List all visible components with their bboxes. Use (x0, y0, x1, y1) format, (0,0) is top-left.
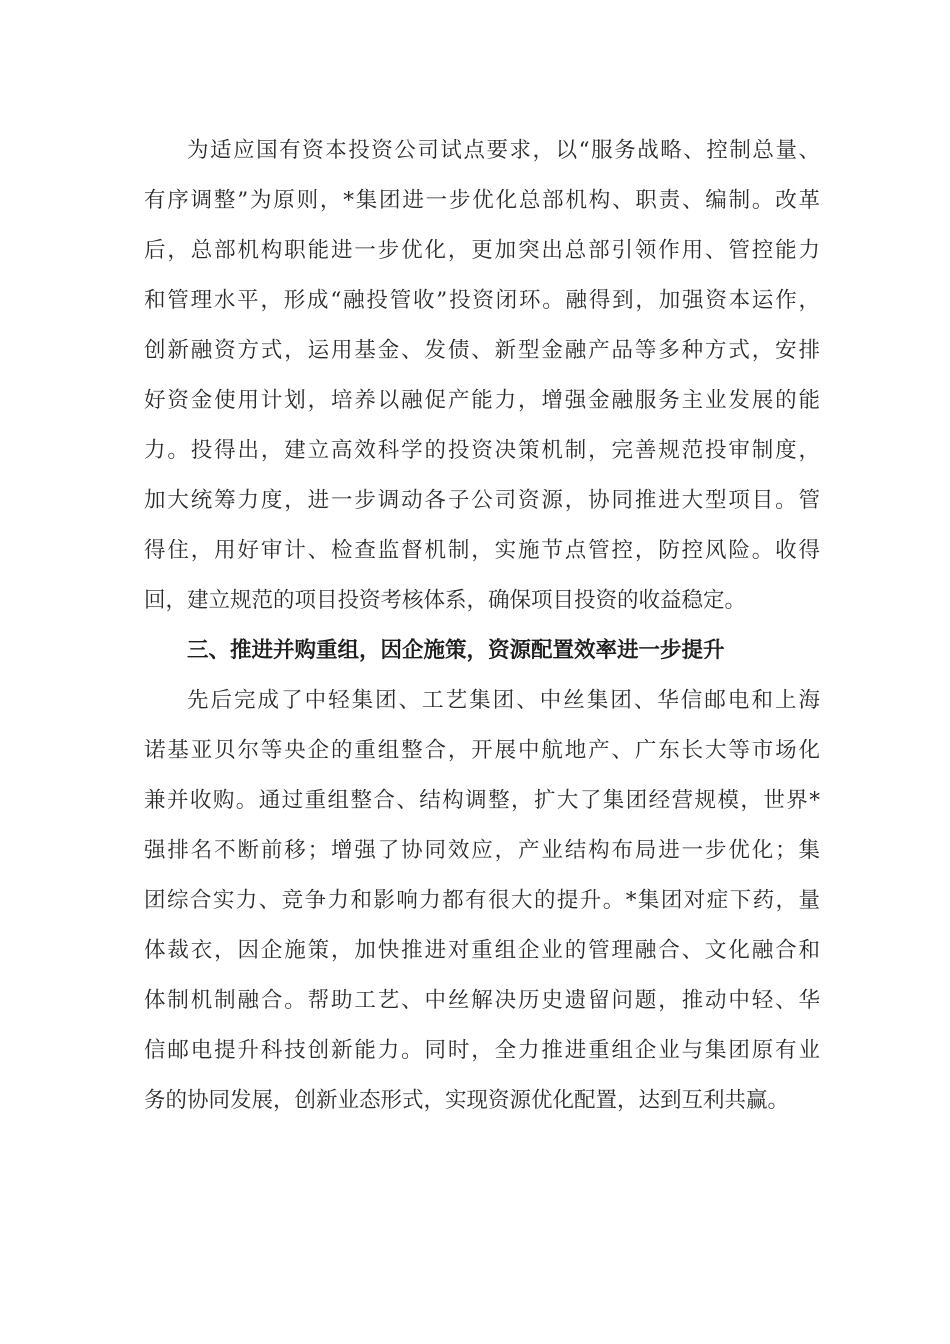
paragraph-line: 回，建立规范的项目投资考核体系，确保项目投资的收益稳定。 (144, 588, 747, 613)
paragraph-line: 先后完成了中轻集团、工艺集团、中丝集团、华信邮电和上海 (187, 688, 820, 713)
paragraph-line: 和管理水平，形成“融投管收”投资闭环。融得到，加强资本运作， (144, 288, 820, 313)
paragraph-line: 体裁衣，因企施策，加快推进对重组企业的管理融合、文化融合和 (144, 938, 820, 963)
paragraph-line: 诺基亚贝尔等央企的重组整合，开展中航地产、广东长大等市场化 (144, 738, 820, 763)
paragraph-line: 信邮电提升科技创新能力。同时，全力推进重组企业与集团原有业 (144, 1038, 820, 1063)
paragraph-line: 兼并收购。通过重组整合、结构调整，扩大了集团经营规模，世界* (144, 788, 820, 813)
paragraph-line: 加大统筹力度，进一步调动各子公司资源，协同推进大型项目。管 (144, 488, 820, 513)
paragraph-line: 团综合实力、竞争力和影响力都有很大的提升。*集团对症下药，量 (144, 888, 820, 913)
paragraph-line: 好资金使用计划，培养以融促产能力，增强金融服务主业发展的能 (144, 388, 820, 413)
paragraph-line: 体制机制融合。帮助工艺、中丝解决历史遗留问题，推动中轻、华 (144, 988, 820, 1013)
paragraph-investment-loop (144, 126, 820, 626)
paragraph-line: 务的协同发展，创新业态形式，实现资源优化配置，达到互利共赢。 (144, 1088, 790, 1113)
paragraph-line: 创新融资方式，运用基金、发债、新型金融产品等多种方式，安排 (144, 338, 820, 363)
paragraph-line: 后，总部机构职能进一步优化，更加突出总部引领作用、管控能力 (144, 238, 820, 263)
paragraph-line: 强排名不断前移；增强了协同效应，产业结构布局进一步优化；集 (144, 838, 820, 863)
paragraph-line: 力。投得出，建立高效科学的投资决策机制，完善规范投审制度， (144, 438, 820, 463)
paragraph-mergers (144, 676, 820, 1126)
document-body (144, 126, 820, 1126)
paragraph-line: 得住，用好审计、检查监督机制，实施节点管控，防控风险。收得 (144, 538, 820, 563)
paragraph-line: 为适应国有资本投资公司试点要求，以“服务战略、控制总量、 (187, 138, 820, 163)
paragraph-line: 有序调整”为原则，*集团进一步优化总部机构、职责、编制。改革 (144, 188, 820, 213)
section-heading: 三、推进并购重组，因企施策，资源配置效率进一步提升 (187, 638, 725, 663)
